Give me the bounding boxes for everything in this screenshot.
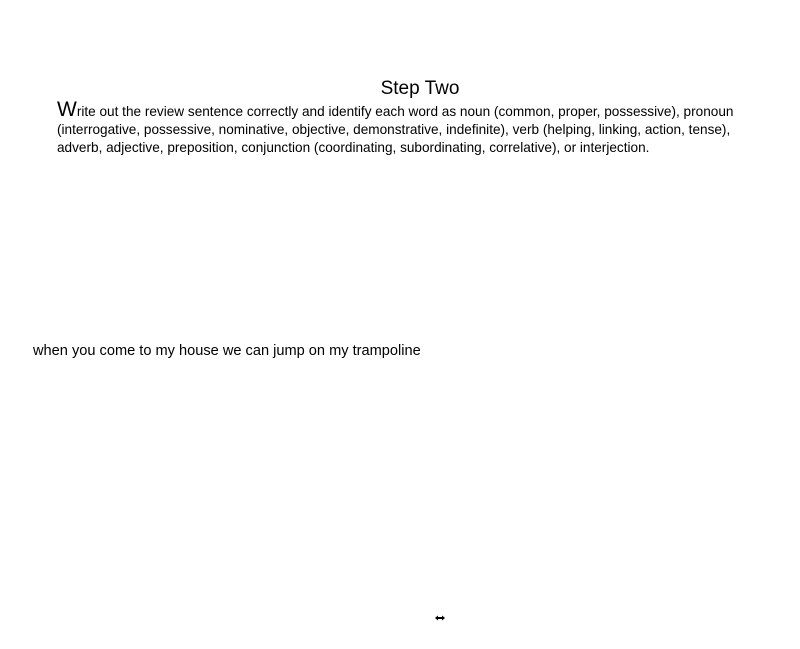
slide-title: Step Two <box>380 78 460 99</box>
instructions-paragraph <box>57 98 777 157</box>
instructions-drop-cap: W <box>57 98 77 121</box>
small-arrow-icon[interactable] <box>434 614 446 622</box>
instructions-text: rite out the review sentence correctly and identify each word as noun (common, proper, possessive), pronoun (interrogative, possessive, nominative, objective, demonstrative, indefinite), verb (helping, linking, action, tense), adverb, adjective, preposition, conjunction (coordinating, subordinating, correlative), or interjection. <box>57 104 734 155</box>
review-sentence: when you come to my house we can jump on my trampoline <box>33 343 421 359</box>
